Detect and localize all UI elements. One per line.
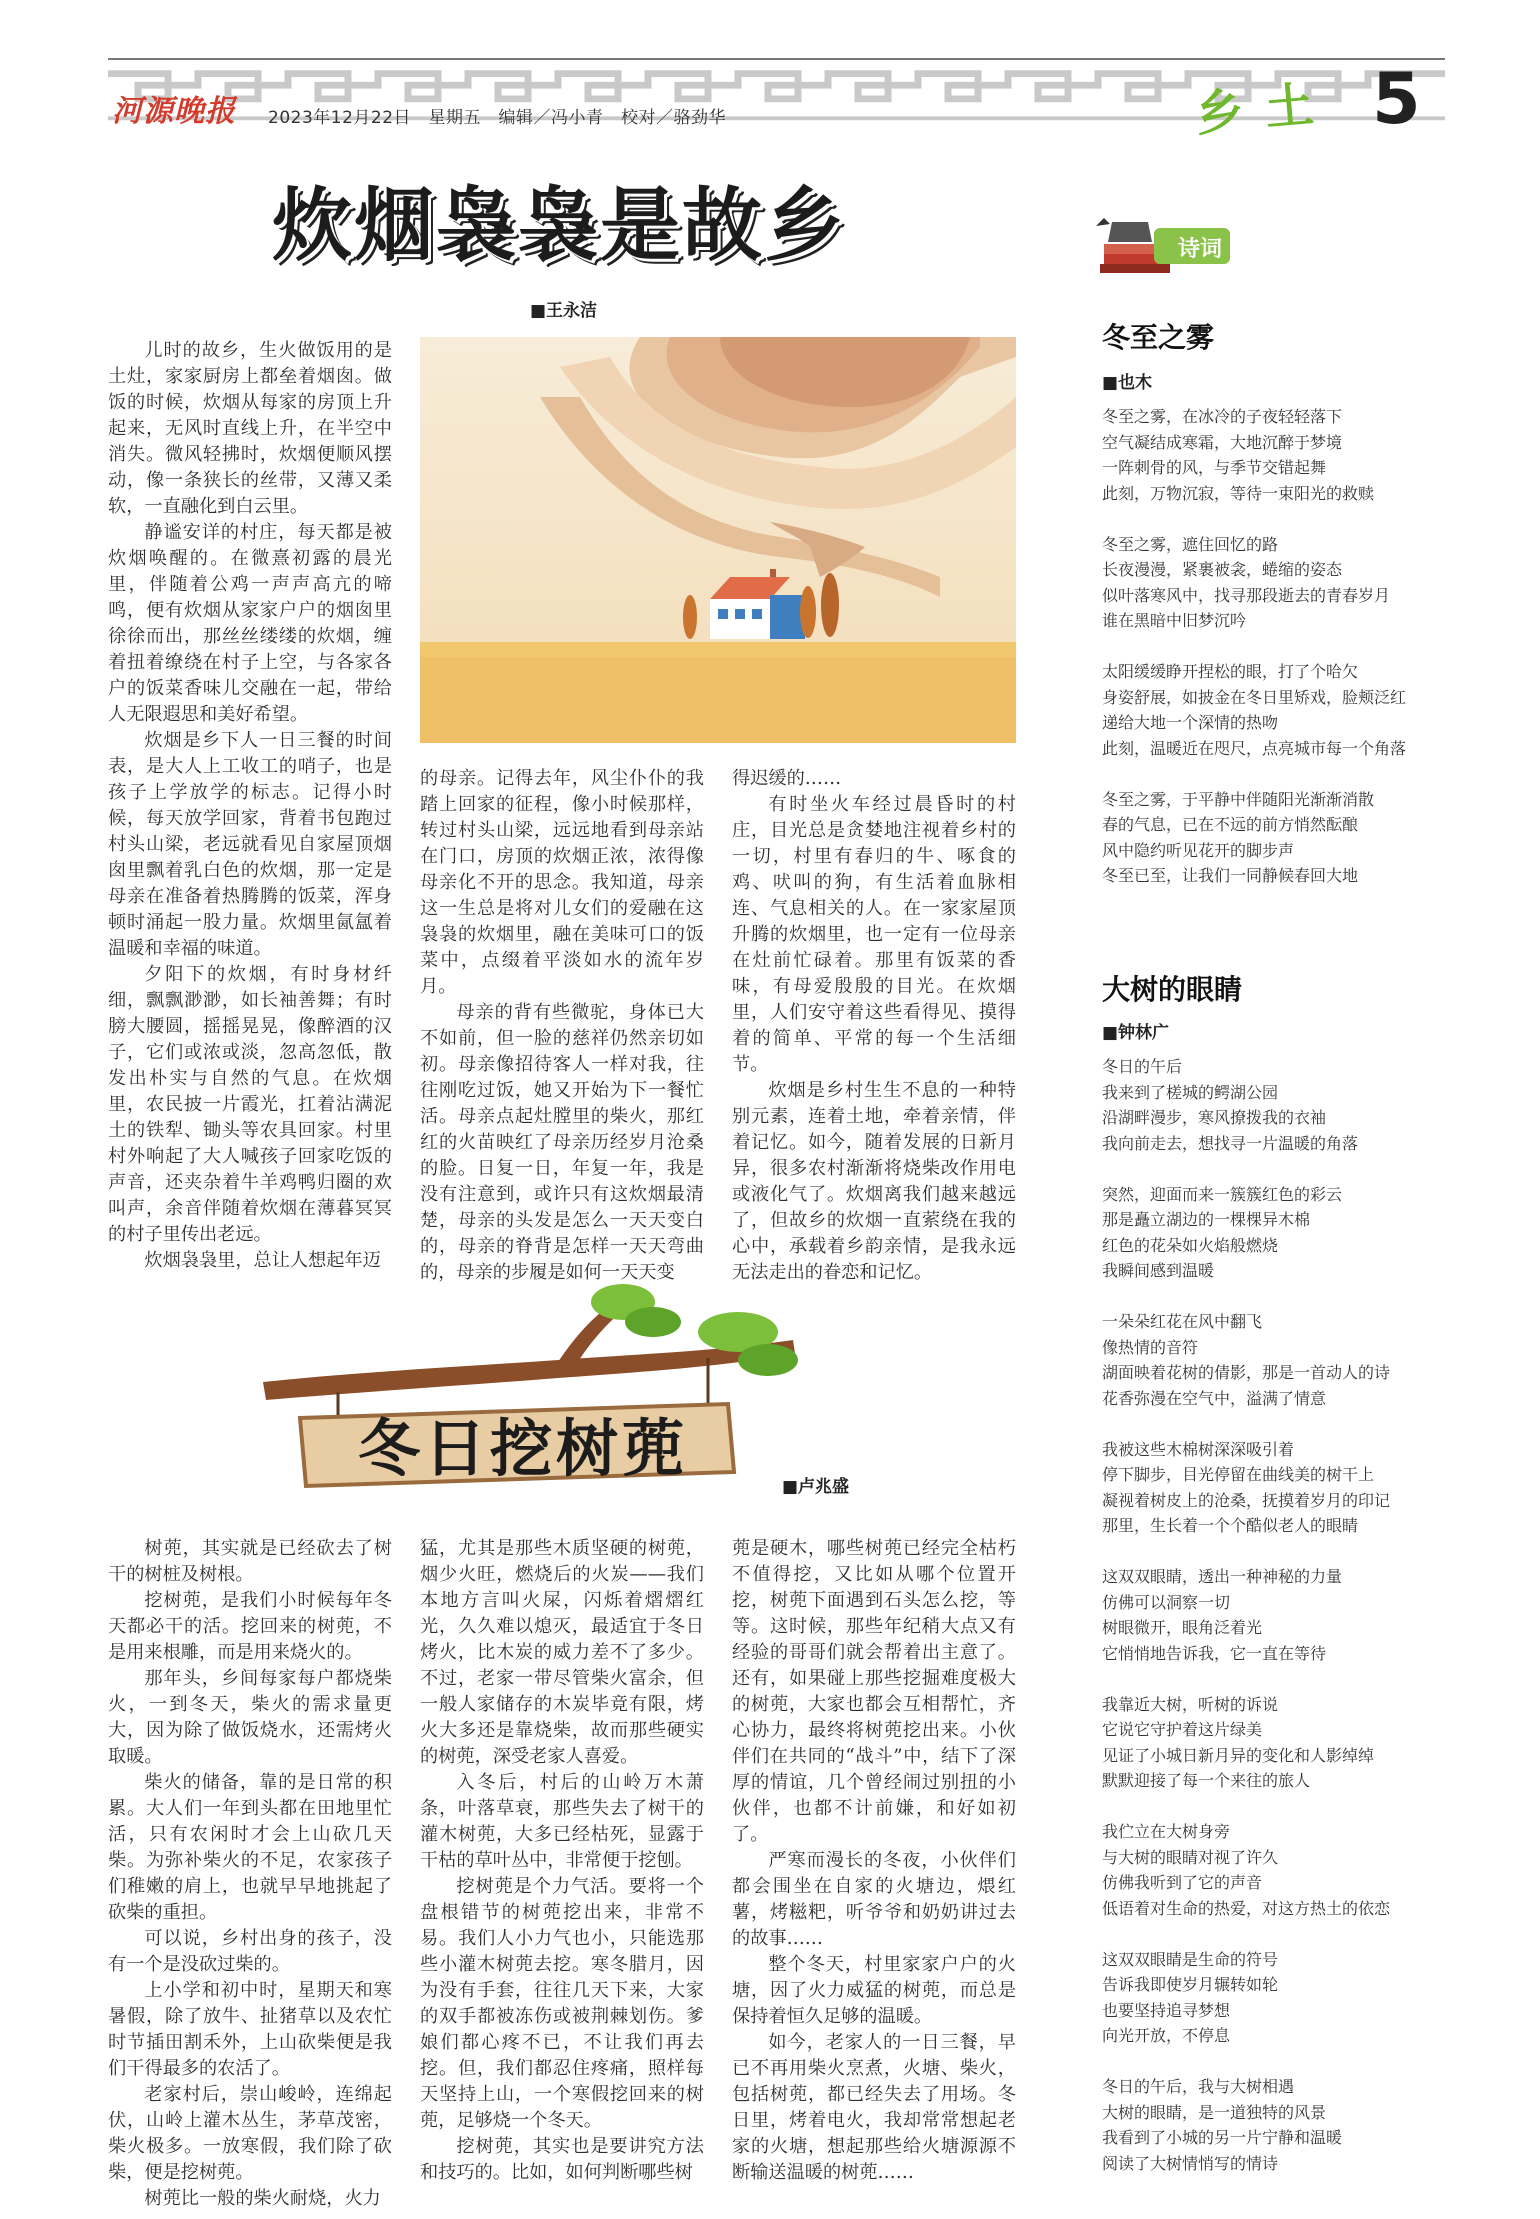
article2-column-1: 树蔸，其实就是已经砍去了树干的树桩及树根。 挖树蔸，是我们小时候每年冬天都必干的活。挖回来的树蔸，不是用来根雕，而是用来烧火的。 那年头，乡间每家每户都烧柴火，一到冬天，柴火的需求量更大，因为除了做饭烧水，还需烤火取暖。 柴火的储备，靠的是日常的积累。大人们一年到头都在田地里忙活，只有农闲时才会上山砍几天柴。为弥补柴火的不足，农家孩子们稚嫩的肩上，也就早早地挑起了砍柴的重担。 可以说，乡村出身的孩子，没有一个是没砍过柴的。 上小学和初中时，星期天和寒暑假，除了放牛、扯猪草以及农忙时节插田割禾外，上山砍柴便是我们干得最多的农活了。 老家村后，崇山峻岭，连绵起伏，山岭上灌木丛生，茅草茂密，柴火极多。一放寒假，我们除了砍柴，便是挖树蔸。 树蔸比一般的柴火耐烧，火力: [108, 1538, 392, 2209]
article2-column-3: 蔸是硬木，哪些树蔸已经完全枯朽不值得挖，又比如从哪个位置开挖，树蔸下面遇到石头怎么挖，等等。这时候，那些年纪稍大点又有经验的哥哥们就会帮着出主意了。还有，如果碰上那些挖掘难度极大的树蔸，大家也都会互相帮忙，齐心协力，最终将树蔸挖出来。小伙伴们在共同的“战斗”中，结下了深厚的情谊，几个曾经闹过别扭的小伙伴，也都不计前嫌，和好如初了。 严寒而漫长的冬夜，小伙伴们都会围坐在自家的火塘边，煨红薯，烤糍粑，听爷爷和奶奶讲过去的故事…… 整个冬天，村里家家户户的火塘，因了火力威猛的树蔸，而总是保持着恒久足够的温暖。 如今，老家人的一日三餐，早已不再用柴火烹煮，火塘、柴火，包括树蔸，都已经失去了用场。冬日里，烤着电火，我却常常想起老家的火塘，想起那些给火塘源源不断输送温暖的树蔸……: [732, 1538, 1016, 2183]
poem1-body: [1102, 404, 1462, 889]
poem-line: 像热情的音符: [1102, 1337, 1199, 1357]
poem-line: 冬日的午后，我与大树相遇: [1102, 2077, 1295, 2096]
poem-line: 仿佛我听到了它的声音: [1102, 1873, 1263, 1892]
poem-line: 仿佛可以洞察一切: [1102, 1592, 1231, 1612]
poem-line: 此刻，温暖近在咫尺，点亮城市每一个角落: [1102, 738, 1407, 758]
stanza-gap: [1102, 1794, 1462, 1820]
poem-line: 一朵朵红花在风中翻飞: [1102, 1312, 1263, 1331]
section-title: 乡土: [1193, 74, 1338, 143]
poem-line: 一阵刺骨的风，与季节交错起舞: [1102, 458, 1327, 477]
poem-line: 向光开放，不停息: [1102, 2026, 1231, 2045]
poem-line: 冬至之雾，在冰冷的子夜轻轻落下: [1102, 407, 1343, 426]
poem-line: 我被这些木棉树深深吸引着: [1102, 1439, 1295, 1459]
poem-line: 风中隐约听见花开的脚步声: [1102, 840, 1295, 860]
stanza-gap: [1102, 1539, 1462, 1565]
poem-line: 湖面映着花树的倩影，那是一首动人的诗: [1102, 1363, 1391, 1382]
poem-line: 我伫立在大树身旁: [1102, 1822, 1231, 1841]
poem-line: 冬至之雾，于平静中伴随阳光渐渐消散: [1102, 789, 1375, 809]
poem1-author: ■也木: [1102, 373, 1153, 393]
poem-line: 冬至已至，让我们一同静候春回大地: [1102, 866, 1359, 885]
poem-line: 那里，生长着一个个酷似老人的眼睛: [1102, 1516, 1359, 1535]
poem-line: 它说它守护着这片绿美: [1102, 1720, 1263, 1739]
poem-line: 身姿舒展，如披金在冬日里矫戏，脸颊泛红: [1102, 687, 1407, 707]
poem-line: 冬日的午后: [1102, 1057, 1183, 1076]
poem-line: 默默迎接了每一个来往的旅人: [1102, 1771, 1311, 1790]
poem-line: 与大树的眼睛对视了许久: [1102, 1847, 1279, 1867]
poem-line: 突然，迎面而来一簇簇红色的彩云: [1102, 1184, 1343, 1204]
poem2-author: ■钟林广: [1102, 1023, 1170, 1043]
poem-line: 停下脚步，目光停留在曲线美的树干上: [1102, 1465, 1375, 1484]
article2-author: ■卢兆盛: [782, 1477, 850, 1497]
article1-column-1: 儿时的故乡，生火做饭用的是土灶，家家厨房上都垒着烟囱。做饭的时候，炊烟从每家的房顶上升起来，无风时直线上升，在半空中消失。微风轻拂时，炊烟便顺风摆动，像一条狭长的丝带，又薄又柔软，一直融化到白云里。 静谧安详的村庄，每天都是被炊烟唤醒的。在微熹初露的晨光里，伴随着公鸡一声声高亢的啼鸣，便有炊烟从家家户户的烟囱里徐徐而出，那丝丝缕缕的炊烟，缠着扭着缭绕在村子上空，与各家各户的饭菜香味儿交融在一起，带给人无限遐思和美好希望。 炊烟是乡下人一日三餐的时间表，是大人上工收工的哨子，也是孩子上学放学的标志。记得小时候，每天放学回家，背着书包跑过村头山梁，老远就看见自家屋顶烟囱里飘着乳白色的炊烟，那一定是母亲在准备着热腾腾的饭菜，浑身顿时涌起一股力量。炊烟里氤氲着温暖和幸福的味道。 夕阳下的炊烟，有时身材纤细，飘飘渺渺，如长袖善舞；有时膀大腰圆，摇摇晃晃，像醉酒的汉子，它们或浓或淡，忽高忽低，散发出朴实与自然的气息。在炊烟里，农民披一片霞光，扛着沾满泥土的铁犁、锄头等农具回家。村里村外响起了大人喊孩子回家吃饭的声音，还夹杂着牛羊鸡鸭归圈的欢叫声，余音伴随着炊烟在薄暮冥冥的村子里传出老远。 炊烟袅袅里，总让人想起年迈: [108, 340, 392, 1271]
poem-line: 我瞬间感到温暖: [1102, 1261, 1215, 1280]
poem-line: 花香弥漫在空气中，溢满了情意: [1102, 1388, 1327, 1408]
poem-line: 似叶落寒风中，找寻那段逝去的青春岁月: [1102, 585, 1391, 605]
poem2-title: 大树的眼睛: [1102, 973, 1243, 1006]
village-smoke-illustration: [420, 337, 1016, 743]
poem-line: 阅读了大树情悄写的情诗: [1102, 2153, 1279, 2173]
poem-line: 红色的花朵如火焰般燃烧: [1102, 1235, 1279, 1255]
poetry-tag: 诗词: [1178, 237, 1223, 262]
poem2-body: [1102, 1054, 1462, 2176]
stanza-gap: [1102, 1156, 1462, 1182]
stanza-gap: [1102, 1284, 1462, 1310]
stanza-gap: [1102, 506, 1462, 532]
poem-line: 冬至之雾，遮住回忆的路: [1102, 534, 1279, 554]
poem-line: 它悄悄地告诉我，它一直在等待: [1102, 1643, 1327, 1663]
poem-line: 低语着对生命的热爱，对这方热土的依恋: [1102, 1898, 1391, 1918]
poem-line: 凝视着树皮上的沧桑，抚摸着岁月的印记: [1102, 1490, 1391, 1510]
stanza-gap: [1102, 1411, 1462, 1437]
poem-line: 告诉我即使岁月辗转如轮: [1102, 1975, 1279, 1994]
poem-line: 春的气息，已在不远的前方悄然酝酿: [1102, 815, 1359, 834]
poem-line: 这双双眼睛，透出一种神秘的力量: [1102, 1567, 1343, 1586]
article2-title: 冬日挖树蔸: [358, 1412, 689, 1485]
poem-line: 长夜漫漫，紧裹被衾，蜷缩的姿态: [1102, 560, 1343, 579]
poem-line: 见证了小城日新月异的变化和人影绰绰: [1102, 1745, 1375, 1765]
stanza-gap: [1102, 1921, 1462, 1947]
stanza-gap: [1102, 761, 1462, 787]
poem-line: 也要坚持追寻梦想: [1102, 2000, 1231, 2020]
poem-line: 沿湖畔漫步，寒风撩拨我的衣袖: [1102, 1108, 1327, 1127]
poem-line: 我来到了槎城的鳄湖公园: [1102, 1082, 1279, 1102]
issue-meta: 2023年12月22日 星期五 编辑／冯小青 校对／骆劲华: [268, 108, 727, 128]
page-number: 5: [1372, 58, 1421, 140]
poem-line: 谁在黑暗中旧梦沉吟: [1102, 611, 1247, 630]
poem-line: 此刻，万物沉寂，等待一束阳光的救赎: [1102, 483, 1375, 503]
poem1-title: 冬至之雾: [1102, 321, 1215, 354]
stanza-gap: [1102, 1666, 1462, 1692]
poem-line: 递给大地一个深情的热吻: [1102, 713, 1279, 732]
article2-column-2: 猛，尤其是那些木质坚硬的树蔸，烟少火旺，燃烧后的火炭——我们本地方言叫火屎，闪烁着熠熠红光，久久难以熄灭，最适宜于冬日烤火，比木炭的威力差不了多少。不过，老家一带尽管柴火富余，但一般人家储存的木炭毕竟有限，烤火大多还是靠烧柴，故而那些硬实的树蔸，深受老家人喜爱。 入冬后，村后的山岭万木萧条，叶落草衰，那些失去了树干的灌木树蔸，大多已经枯死，显露于干枯的草叶丛中，非常便于挖刨。 挖树蔸是个力气活。要将一个盘根错节的树蔸挖出来，非常不易。我们人小力气也小，只能选那些小灌木树蔸去挖。寒冬腊月，因为没有手套，往往几天下来，大家的双手都被冻伤或被荆棘划伤。爹娘们都心疼不已，不让我们再去挖。但，我们都忍住疼痛，照样每天坚持上山，一个寒假挖回来的树蔸，足够烧一个冬天。 挖树蔸，其实也是要讲究方法和技巧的。比如，如何判断哪些树: [420, 1538, 704, 2183]
poem-line: 我向前走去，想找寻一片温暖的角落: [1102, 1133, 1359, 1153]
poem-line: 我看到了小城的另一片宁静和温暖: [1102, 2128, 1343, 2147]
newspaper-logo: 河源晚报: [112, 94, 236, 129]
poem-line: 空气凝结成寒霜，大地沉醉于梦境: [1102, 432, 1343, 452]
poem-line: 这双双眼睛是生命的符号: [1102, 1949, 1279, 1969]
stanza-gap: [1102, 634, 1462, 660]
poem-line: 那是矗立湖边的一棵棵异木棉: [1102, 1210, 1311, 1229]
article1-column-3: 得迟缓的…… 有时坐火车经过晨昏时的村庄，目光总是贪婪地注视着乡村的一切，村里有春归的牛、啄食的鸡、吠叫的狗，有生活着血脉相连、气息相关的人。在一家家屋顶升腾的炊烟里，也一定有一位母亲在灶前忙碌着。那里有饭菜的香味，有母爱殷殷的目光。在炊烟里，人们安守着这些看得见、摸得着的简单、平常的每一个生活细节。 炊烟是乡村生生不息的一种特别元素，连着土地，牵着亲情，伴着记忆。如今，随着发展的日新月异，很多农村渐渐将烧柴改作用电或液化气了。炊烟离我们越来越远了，但故乡的炊烟一直萦绕在我的心中，承载着乡韵亲情，是我永远无法走出的眷恋和记忆。: [732, 768, 1016, 1283]
article1-author: ■王永洁: [530, 301, 598, 321]
poem-line: 我靠近大树，听树的诉说: [1102, 1694, 1279, 1714]
article1-column-2: 的母亲。记得去年，风尘仆仆的我踏上回家的征程，像小时候那样，转过村头山梁，远远地看到母亲站在门口，房顶的炊烟正浓，浓得像母亲化不开的思念。我知道，母亲这一生总是将对儿女们的爱融在这袅袅的炊烟里，融在美味可口的饭菜中，点缀着平淡如水的流年岁月。 母亲的背有些微驼，身体已大不如前，但一脸的慈祥仍然亲切如初。母亲像招待客人一样对我，往往刚吃过饭，她又开始为下一餐忙活。母亲点起灶膛里的柴火，那红红的火苗映红了母亲历经岁月沧桑的脸。日复一日，年复一年，我是没有注意到，或许只有这炊烟最清楚，母亲的头发是怎么一天天变白的，母亲的脊背是怎样一天天弯曲的，母亲的步履是如何一天天变: [420, 768, 704, 1283]
poem-line: 树眼微开，眼角泛着光: [1102, 1618, 1263, 1637]
poem-line: 大树的眼睛，是一道独特的风景: [1102, 2102, 1327, 2122]
article1-title: 炊烟袅袅是故乡: [272, 179, 846, 272]
poem-line: 太阳缓缓睁开捏松的眼，打了个哈欠: [1102, 662, 1359, 681]
stanza-gap: [1102, 2049, 1462, 2075]
